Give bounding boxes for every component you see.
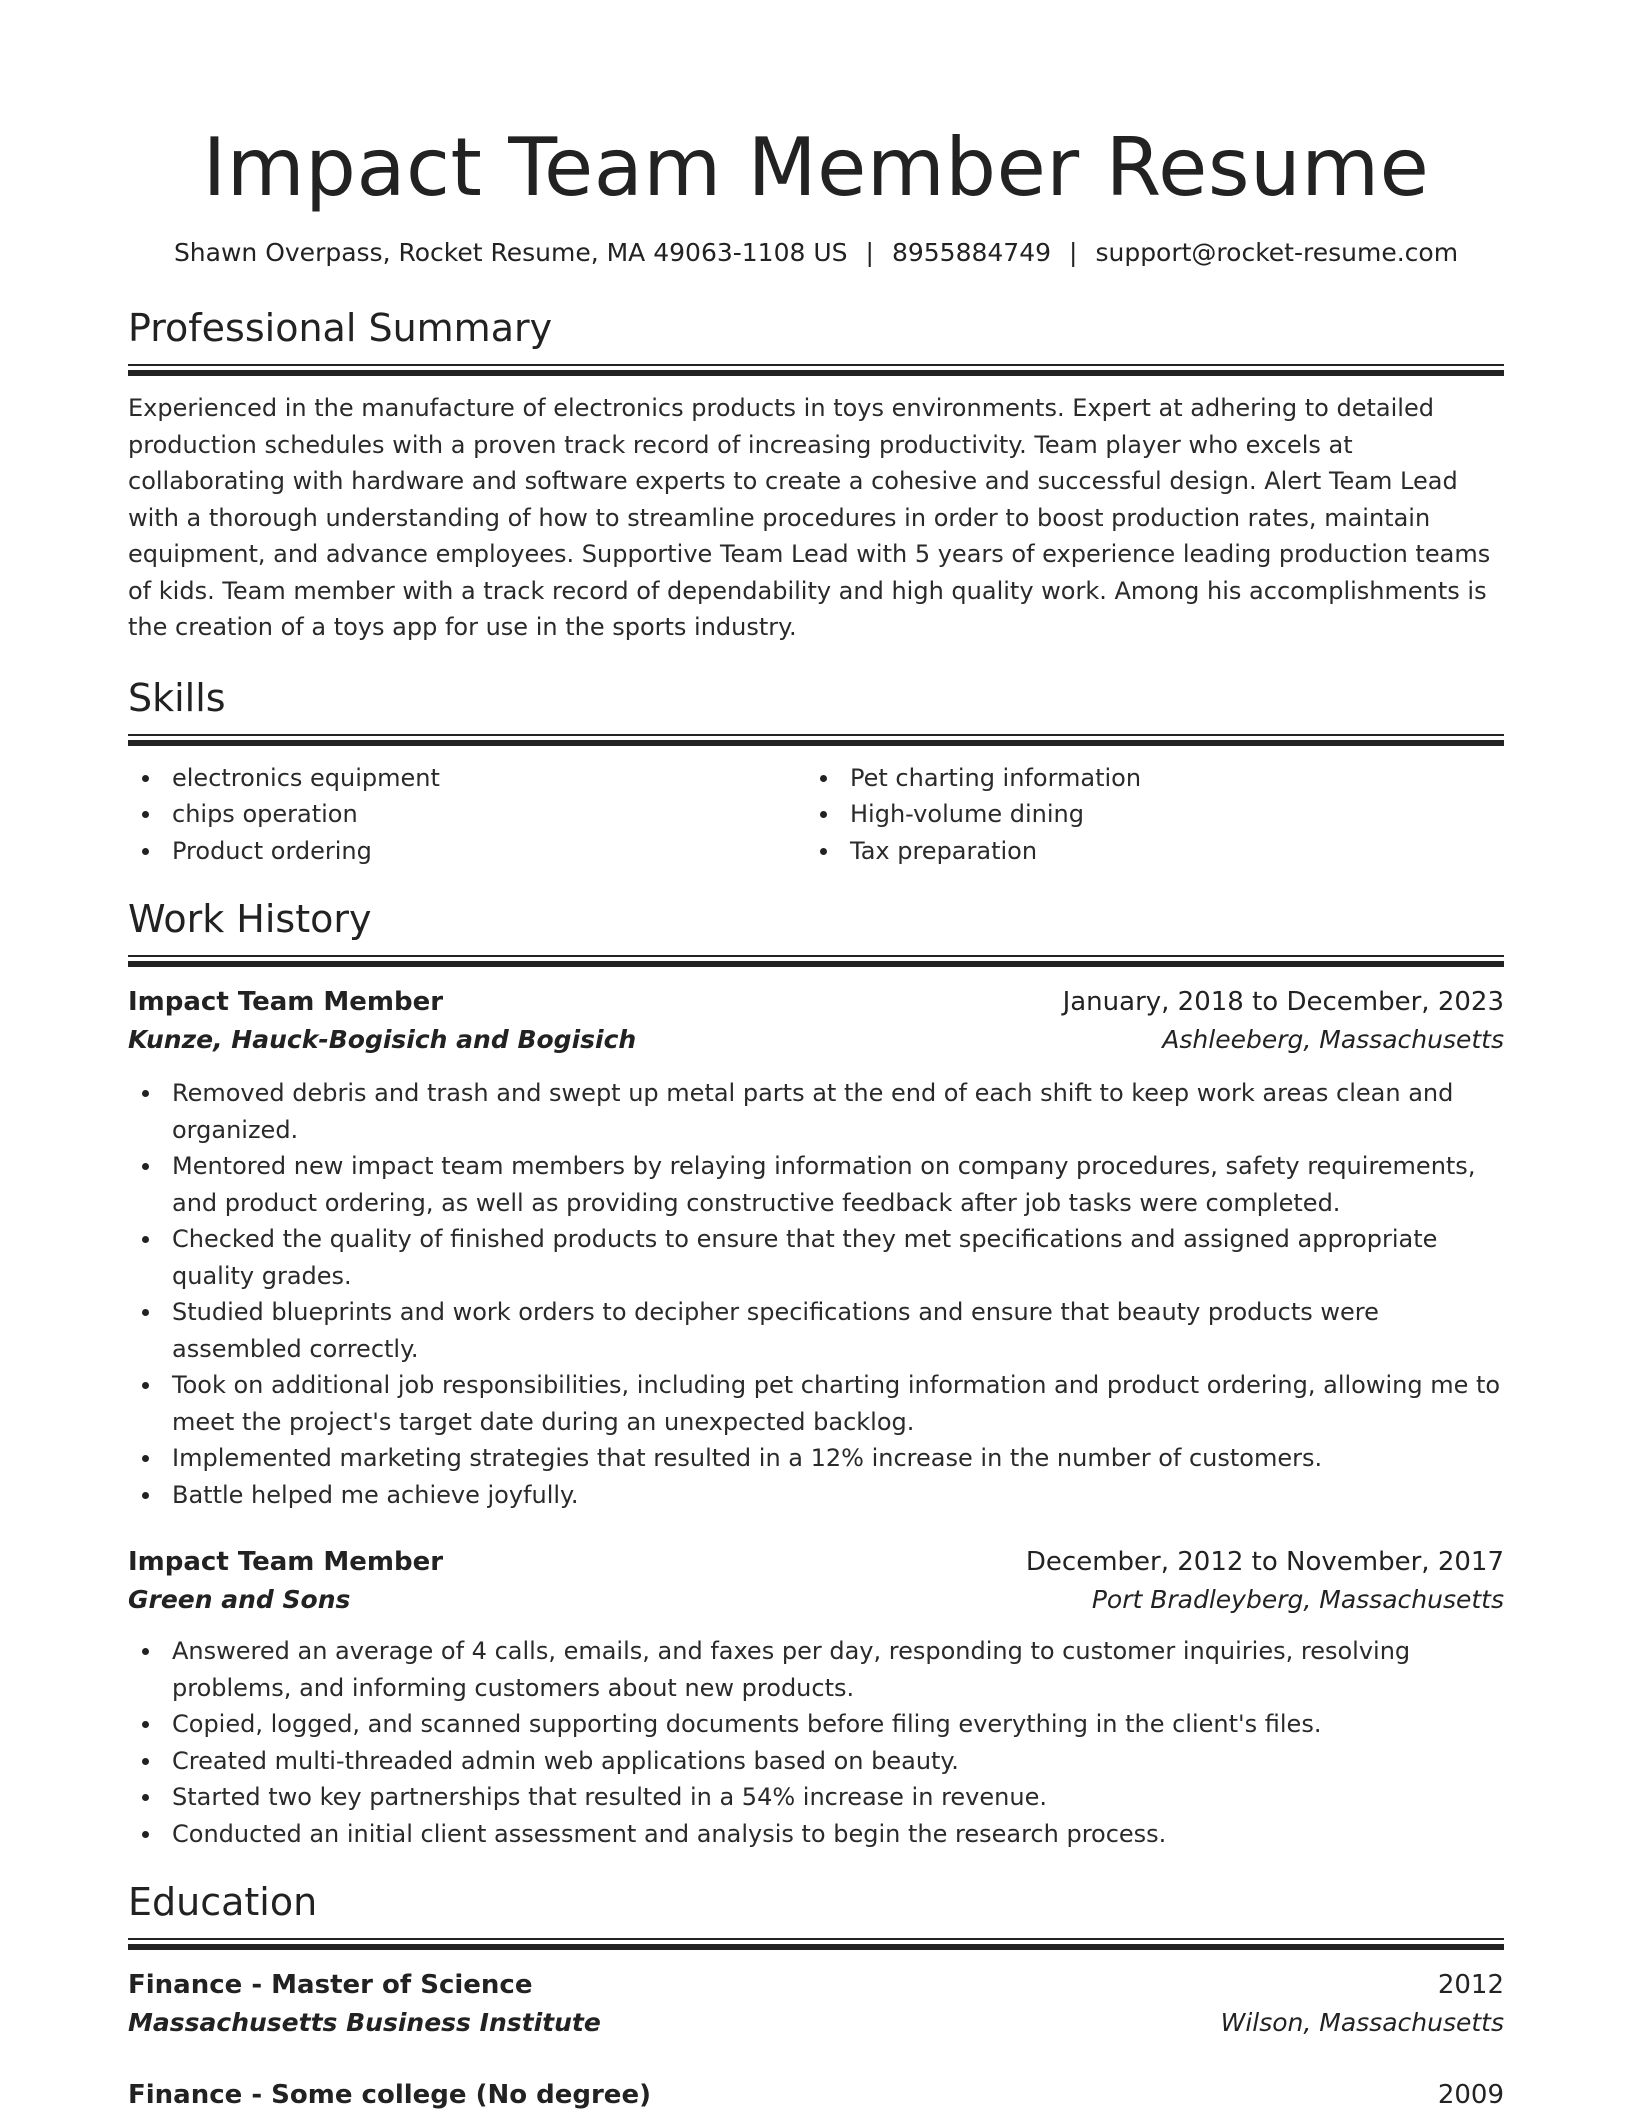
education-entry [128, 2076, 1504, 2114]
job-header [128, 1543, 1504, 1581]
job-company: Kunze, Hauck-Bogisich and Bogisich [128, 1025, 637, 1054]
job-header [128, 983, 1504, 1021]
education-year: 2012 [1437, 1970, 1504, 2000]
contact-separator: | [1069, 238, 1078, 267]
resume-page [128, 0, 1504, 2114]
job-duty: Studied blueprints and work orders to decipher specifications and ensure that beauty products were assembled correctly. [128, 1294, 1504, 1367]
job-duty: Conducted an initial client assessment and analysis to begin the research process. [128, 1816, 1504, 1853]
job-duty: Battle helped me achieve joyfully. [128, 1477, 1504, 1514]
job-duties [128, 1075, 1504, 1513]
education-location: Wilson, Massachusetts [1220, 2008, 1504, 2037]
job-duty: Started two key partnerships that resulted in a 54% increase in revenue. [128, 1779, 1504, 1816]
section-heading-education: Education [128, 1880, 318, 1924]
contact-email: support@rocket-resume.com [1095, 238, 1459, 267]
job-duty: Created multi-threaded admin web applications based on beauty. [128, 1743, 1504, 1780]
job-duty: Checked the quality of finished products to ensure that they met specifications and assigned appropriate quality grades. [128, 1221, 1504, 1294]
section-divider [128, 1938, 1504, 1950]
job-duty: Removed debris and trash and swept up metal parts at the end of each shift to keep work areas clean and organized. [128, 1075, 1504, 1148]
job-duty: Mentored new impact team members by relaying information on company procedures, safety requirements, and product ordering, as well as providing constructive feedback after job tasks were completed. [128, 1148, 1504, 1221]
contact-address: Shawn Overpass, Rocket Resume, MA 49063-1108 US [173, 238, 848, 267]
skill-item: Tax preparation [806, 833, 1484, 870]
education-header [128, 1966, 1504, 2004]
job-title: Impact Team Member [128, 1547, 444, 1577]
skills-column-left [128, 760, 806, 870]
job-subheader [128, 1021, 1504, 1059]
job-duty: Copied, logged, and scanned supporting documents before filing everything in the client's files. [128, 1706, 1504, 1743]
job-duty: Answered an average of 4 calls, emails, and faxes per day, responding to customer inquiries, resolving problems, and informing customers about new products. [128, 1633, 1504, 1706]
section-divider [128, 955, 1504, 967]
skills-columns [128, 760, 1504, 870]
skill-item: electronics equipment [128, 760, 806, 797]
education-entry [128, 1966, 1504, 2042]
section-heading-work-history: Work History [128, 897, 372, 941]
education-section [128, 1878, 1504, 2114]
skill-item: chips operation [128, 796, 806, 833]
skill-item: Product ordering [128, 833, 806, 870]
skill-item: Pet charting information [806, 760, 1484, 797]
work-history-section [128, 895, 1504, 1852]
resume-title: Impact Team Member Resume [202, 121, 1430, 214]
education-header [128, 2076, 1504, 2114]
contact-separator: | [865, 238, 874, 267]
section-divider [128, 734, 1504, 746]
contact-phone: 8955884749 [891, 238, 1052, 267]
job-entry [128, 1543, 1504, 1852]
education-degree: Finance - Master of Science [128, 1970, 533, 2000]
job-entry [128, 983, 1504, 1513]
section-divider [128, 364, 1504, 376]
job-dates: January, 2018 to December, 2023 [1062, 987, 1504, 1017]
summary-section [128, 304, 1504, 646]
contact-line [128, 236, 1504, 270]
summary-text: Experienced in the manufacture of electronics products in toys environments. Expert at adhering to detailed production schedules with a proven track record of increasing productivity. Team player who excels at collaborating with hardware and software experts to create a cohesive and successful design. Alert Team Lead with a thorough understanding of how to streamline procedures in order to boost production rates, maintain equipment, and advance employees. Supportive Team Lead with 5 years of experience leading production teams of kids. Team member with a track record of dependability and high quality work. Among his accomplishments is the creation of a toys app for use in the sports industry. [128, 394, 1491, 641]
job-location: Port Bradleyberg, Massachusetts [1091, 1585, 1504, 1614]
education-degree: Finance - Some college (No degree) [128, 2080, 651, 2110]
section-heading-summary: Professional Summary [128, 306, 553, 350]
skills-column-right [806, 760, 1484, 870]
job-duties [128, 1633, 1504, 1852]
job-duty: Implemented marketing strategies that resulted in a 12% increase in the number of customers. [128, 1440, 1504, 1477]
job-subheader [128, 1581, 1504, 1619]
job-title: Impact Team Member [128, 987, 444, 1017]
job-duty: Took on additional job responsibilities, including pet charting information and product ordering, allowing me to meet the project's target date during an unexpected backlog. [128, 1367, 1504, 1440]
job-location: Ashleeberg, Massachusetts [1162, 1025, 1504, 1054]
education-year: 2009 [1437, 2080, 1504, 2110]
skill-item: High-volume dining [806, 796, 1484, 833]
skills-section [128, 674, 1504, 870]
education-subheader [128, 2004, 1504, 2042]
section-heading-skills: Skills [128, 675, 226, 720]
job-company: Green and Sons [128, 1585, 351, 1614]
education-school: Massachusetts Business Institute [128, 2008, 601, 2037]
job-dates: December, 2012 to November, 2017 [1025, 1547, 1504, 1577]
